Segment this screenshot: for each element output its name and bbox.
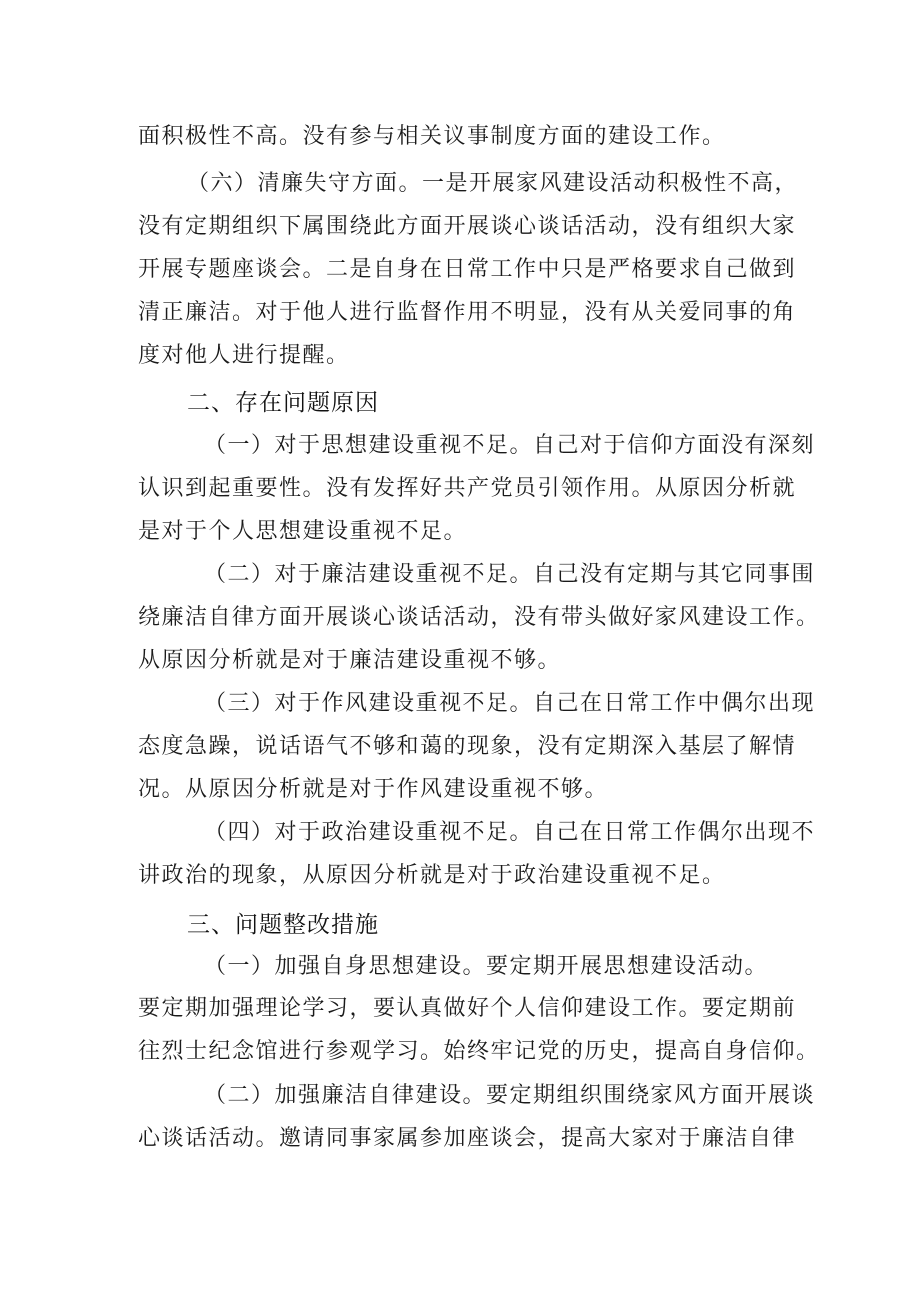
paragraph-first-line: （四）对于政治建设重视不足。自己在日常工作偶尔出现不 [204, 820, 816, 845]
body-text-line: 开展专题座谈会。二是自身在日常工作中只是严格要求自己做到 [138, 257, 797, 282]
body-text-line: 度对他人进行提醒。 [138, 343, 350, 368]
paragraph-first-line: （二）对于廉洁建设重视不足。自己没有定期与其它同事围 [204, 562, 816, 587]
paragraph-first-line: （二）加强廉洁自律建设。要定期组织围绕家风方面开展谈 [204, 1083, 816, 1108]
body-text-line: 是对于个人思想建设重视不足。 [138, 519, 468, 544]
paragraph-first-line: （一）加强自身思想建设。要定期开展思想建设活动。 [204, 954, 769, 979]
section-heading: 三、问题整改措施 [187, 912, 379, 938]
body-text-line: 从原因分析就是对于廉洁建设重视不够。 [138, 648, 562, 673]
body-text-line: 讲政治的现象，从原因分析就是对于政治建设重视不足。 [138, 863, 726, 888]
body-text-line: 要定期加强理论学习，要认真做好个人信仰建设工作。要定期前 [138, 996, 797, 1021]
body-text-line: 面积极性不高。没有参与相关议事制度方面的建设工作。 [138, 124, 726, 149]
paragraph-first-line: （三）对于作风建设重视不足。自己在日常工作中偶尔出现 [204, 691, 816, 716]
body-text-line: 心谈话活动。邀请同事家属参加座谈会，提高大家对于廉洁自律 [138, 1126, 797, 1151]
body-text-line: 没有定期组织下属围绕此方面开展谈心谈话活动，没有组织大家 [138, 214, 797, 239]
body-text-line: 态度急躁，说话语气不够和蔼的现象，没有定期深入基层了解情 [138, 734, 797, 759]
section-heading: 二、存在问题原因 [187, 390, 379, 416]
body-text-line: 清正廉洁。对于他人进行监督作用不明显，没有从关爱同事的角 [138, 300, 797, 325]
body-text-line: 认识到起重要性。没有发挥好共产党员引领作用。从原因分析就 [138, 476, 797, 501]
paragraph-first-line: （六）清廉失守方面。一是开展家风建设活动积极性不高， [187, 171, 799, 196]
body-text-line: 况。从原因分析就是对于作风建设重视不够。 [138, 777, 609, 802]
body-text-line: 绕廉洁自律方面开展谈心谈话活动，没有带头做好家风建设工作。 [138, 605, 820, 630]
paragraph-first-line: （一）对于思想建设重视不足。自己对于信仰方面没有深刻 [204, 433, 816, 458]
body-text-line: 往烈士纪念馆进行参观学习。始终牢记党的历史，提高自身信仰。 [138, 1039, 820, 1064]
